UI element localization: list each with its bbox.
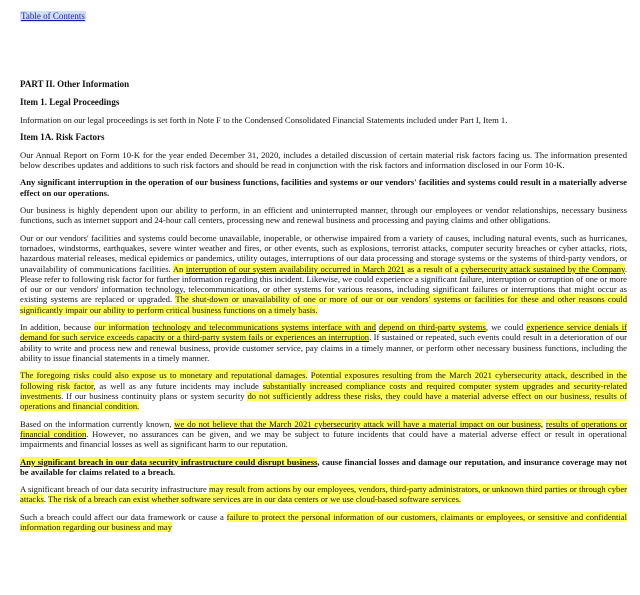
underlined-segment: cybersecurity attack sustained by the Company [461,263,625,274]
highlight-underlined-segment: Any significant breach in our data security infrastructure could disrupt business [20,456,318,467]
text-segment: An [172,263,186,274]
paragraph-business-dependence: Our business is highly dependent upon our ability to perform, in an efficient and uninterrupted manner, through our employees or vendor relationships, necessary business functions, such as internet support and 24-hour call centers, processing new and renewal business and processing and paying claims and other obligations. [20,204,627,226]
highlight-segment [173,264,625,274]
item1-title: Item 1. Legal Proceedings [20,96,120,107]
item1a-title: Item 1A. Risk Factors [20,131,105,142]
highlight-segment: Potential exposures resulting from the March 2021 cybersecurity attack, described in the following risk factor [20,370,627,391]
text-segment: . [43,494,49,505]
text-segment: In addition, because [20,322,95,333]
highlight-segment: The shut-down or unavailability of one or more of our or our vendors' systems or facilities for these and other reasons could significantly impair our ability to perform critical business functions on a timely basis. [20,294,627,315]
highlight-segment: may result from actions by our employees, vendors, third-party administrators, or unknown third parties or through cyber attacks [20,484,627,505]
text-segment: , we could [485,322,527,333]
text-segment: Our or our vendors' facilities and systems could become unavailable, inoperable, or otherwise impaired from a variety of causes, including natural events, such as hurricanes, tornadoes, windstorms, earthquakes, severe winter weather and fires, or other events, such as explosions, terrorist attacks, computer security breaches or cyber attacks, riots, hazardous material releases, medical epidemics or pandemics, utility outages, interruptions of our data processing and storage systems or the systems of third-party vendors, or unavailability of communications facilities. [20,232,627,274]
item1-body: Information on our legal proceedings is set forth in Note F to the Condensed Consolidated Financial Statements included under Part I, Item 1. [20,114,508,125]
highlight-underlined-segment: results of operations or financial condition [20,418,627,439]
paragraph-breach-effects [20,512,627,533]
highlight-segment: our information [94,322,150,333]
highlight-underlined-segment: we do not believe that the March 2021 cybersecurity attack will have a material impact on our business, [174,418,544,429]
text-segment: Such a breach could affect our data framework or cause a [20,511,227,522]
text-segment: , as well as any future incidents may include [93,380,263,391]
text-segment: , cause financial losses and damage our reputation, and insurance coverage may not be available for claims related to a breach. [20,456,627,477]
risk-factors-intro: Our Annual Report on Form 10-K for the year ended December 31, 2020, includes a detailed discussion of certain material risk factors facing us. The information presented below describes updates and additions to such risk factors and should be read in conjunction with the risk factors and information disclosed in our Form 10-K. [20,149,627,171]
risk-heading-interruption: Any significant interruption in the operation of our business functions, facilities and systems or our vendors' facilities and systems could result in a materially adverse effect on our operations. [20,177,627,198]
text-segment: . Please refer to following risk factor for further information regarding this incident. Likewise, we could experience a significant failure, interruption or corruption of one or more of our or our vendors' information technology, telecommunications, or other systems for various reasons, including significant failures or interruptions that might occur as existing systems are replaced or upgraded. [20,263,627,305]
text-segment: . If sustained or repeated, such events could result in a deterioration of our ability to write and process new and renewal business, provide customer service, pay claims in a timely manner, or perform other necessary business functions, including the ability to issue financial statements in a timely manner. [20,332,628,364]
highlight-underlined-segment: experience service denials if demand for such service exceeds capacity or a third-party system fails or experiences an interruption [20,322,627,343]
paragraph-facilities-systems [20,233,627,316]
text-segment: . If our business continuity plans or system security [61,390,248,401]
paragraph-breach-sources [20,484,627,505]
underlined-segment: interruption of our system availability occurred in March 2021 [185,263,405,274]
risk-heading-data-breach [20,457,627,478]
paragraph-monetary-damages [20,370,627,411]
highlight-segment: do not sufficiently address these risks, they could have a material adverse effect on our business, results of operations and financial condition. [20,390,627,412]
highlight-segment: The risk of a breach can exist whether software services are in our data centers or we use cloud-based software services. [48,494,462,505]
document-content [20,79,627,539]
highlight-underlined-segment: technology and telecommunications systems interface with and [152,322,376,333]
text-segment: A significant breach of our data security infrastructure [20,484,210,495]
highlight-segment: substantially increased compliance costs and required computer system upgrades and security-related investments [20,380,627,401]
text-segment: . However, no assurances can be given, and we may be subject to future incidents that could have a material adverse effect or result in operational impairments and financial losses as well as significant harm to our reputation. [20,428,627,450]
paragraph-third-party-systems [20,322,627,363]
text-segment: Based on the information currently known, [20,418,175,429]
paragraph-cyberattack-impact [20,419,627,450]
text-segment: as a result of a [404,263,462,274]
highlight-segment: failure to protect the personal information of our customers, claimants or employees, or sensitive and confidential information regarding our business and may [20,511,627,533]
highlight-underlined-segment: depend on third-party systems [379,322,486,333]
part-title: PART II. Other Information [20,79,130,89]
highlight-segment: The foregoing risks could also expose us to monetary and reputational damages. [20,370,308,381]
table-of-contents-link[interactable]: Table of Contents [21,11,85,21]
